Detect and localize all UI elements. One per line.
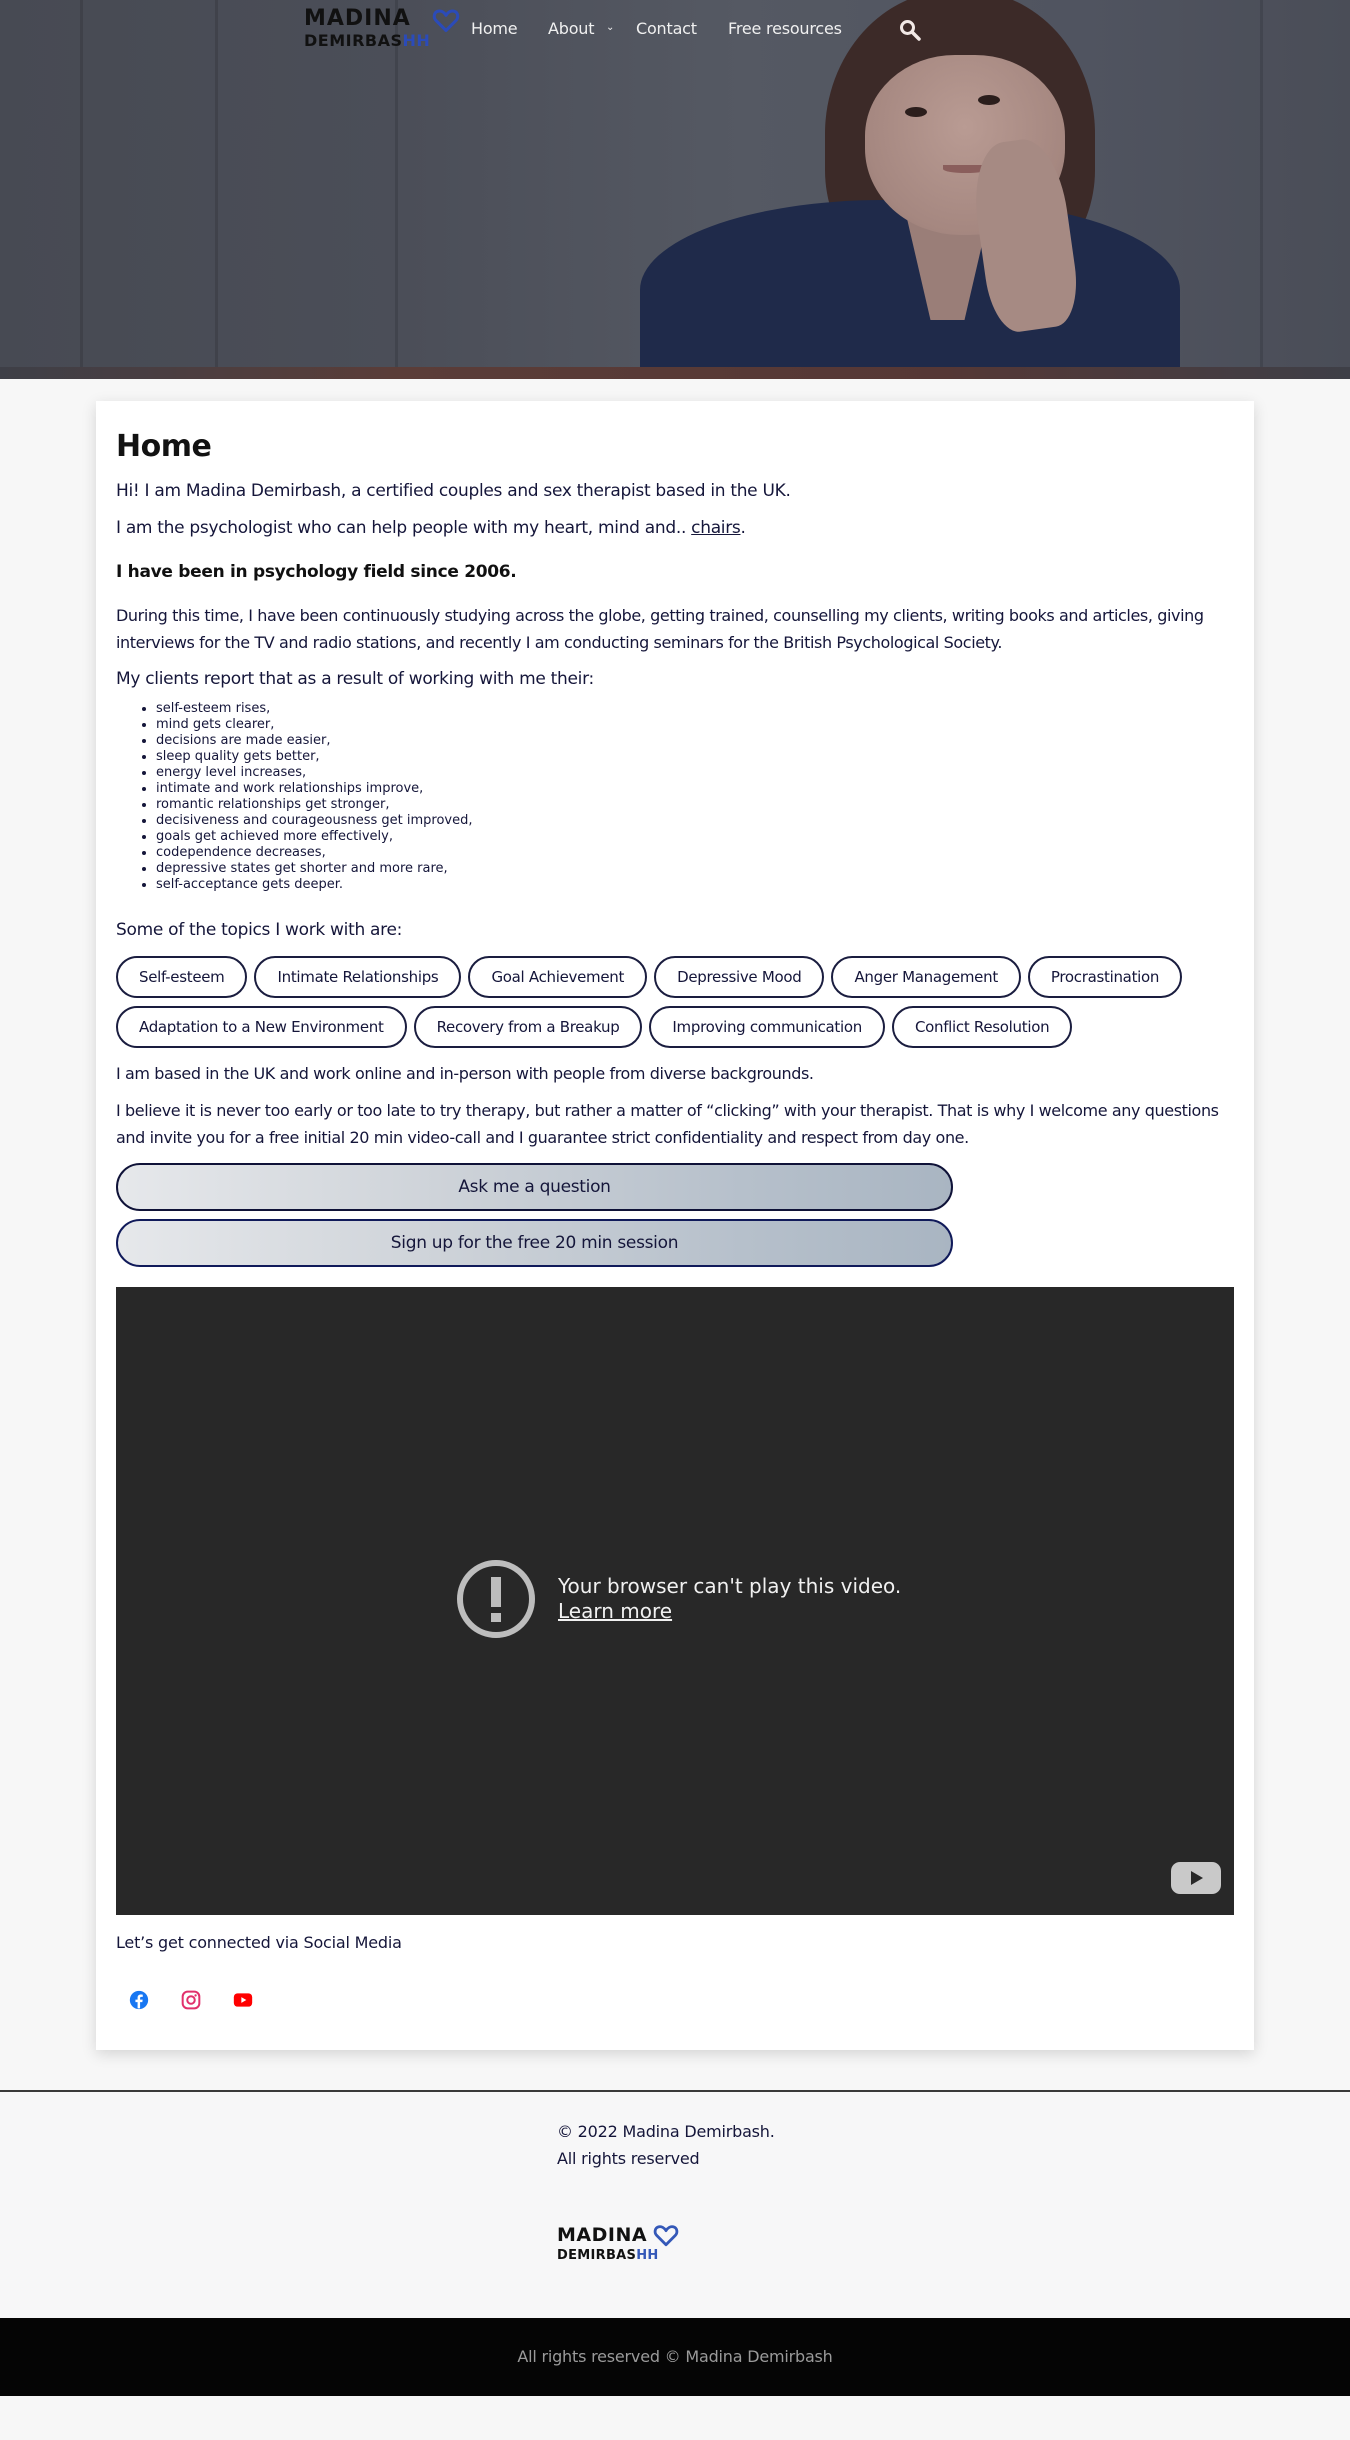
list-item: • self-esteem rises, (156, 701, 1234, 717)
clients-report-text: My clients report that as a result of working with me their: (116, 669, 594, 689)
since-heading: I have been in psychology field since 2006. (116, 562, 517, 582)
footer-logo[interactable]: MADINA DEMIRBASHH (557, 2226, 682, 2274)
list-item: • decisions are made easier, (156, 733, 1234, 749)
topic-pill[interactable]: Improving communication (649, 1006, 885, 1048)
list-item: • intimate and work relationships improve, (156, 781, 1234, 797)
ask-question-button[interactable]: Ask me a question (116, 1163, 953, 1211)
page-title: Home (116, 429, 212, 464)
list-item: • self-acceptance gets deeper. (156, 877, 1234, 893)
heart-icon (432, 6, 460, 34)
signup-session-button[interactable]: Sign up for the free 20 min session (116, 1219, 953, 1267)
nav-about[interactable]: About (548, 19, 595, 38)
list-item: • codependence decreases, (156, 845, 1234, 861)
intro-text: Hi! I am Madina Demirbash, a certified couples and sex therapist based in the UK. (116, 481, 791, 501)
main-content-card (96, 401, 1254, 2050)
list-item: • romantic relationships get stronger, (156, 797, 1234, 813)
learn-more-link[interactable]: Learn more (558, 1599, 673, 1623)
list-item: • mind gets clearer, (156, 717, 1234, 733)
video-player[interactable] (116, 1287, 1234, 1915)
topic-pill[interactable]: Depressive Mood (654, 956, 824, 998)
list-item: • goals get achieved more effectively, (156, 829, 1234, 845)
hero-banner (0, 0, 1350, 379)
believe-text: I believe it is never too early or too late to try therapy, but rather a matter of “clicking” with your therapist. That is why I welcome any questions and invite you for a free initial 20 min video-call and I guarantee strict confidentiality and respect from day one. (116, 1101, 1219, 1147)
chevron-down-icon[interactable]: ⌄ (606, 22, 615, 33)
benefits-list (156, 701, 1234, 893)
top-navigation (0, 0, 1350, 62)
site-footer (0, 2092, 1350, 2318)
list-item: • depressive states get shorter and more rare, (156, 861, 1234, 877)
topic-pill[interactable]: Intimate Relationships (254, 956, 461, 998)
topics-intro: Some of the topics I work with are: (116, 920, 403, 940)
topic-pill[interactable]: Procrastination (1028, 956, 1182, 998)
hero-table (0, 367, 1350, 379)
during-text: During this time, I have been continuously studying across the globe, getting trained, counselling my clients, writing books and articles, giving interviews for the TV and radio stations, and recently I am conducting seminars for the British Psychological Society. (116, 606, 1204, 652)
logo-line1: MADINA (304, 6, 411, 31)
nav-contact[interactable]: Contact (636, 19, 697, 38)
topic-pill[interactable]: Anger Management (831, 956, 1020, 998)
list-item: • energy level increases, (156, 765, 1234, 781)
topics-list (116, 956, 1236, 1048)
tagline-text: I am the psychologist who can help people with my heart, mind and.. chairs. (116, 518, 746, 538)
video-error-message: Your browser can't play this video. (558, 1574, 902, 1598)
nav-free-resources[interactable]: Free resources (728, 19, 842, 38)
list-item: • sleep quality gets better, (156, 749, 1234, 765)
topic-pill[interactable]: Goal Achievement (468, 956, 647, 998)
video-error (456, 1559, 901, 1639)
youtube-logo-icon[interactable] (1170, 1861, 1222, 1895)
heart-icon (653, 2222, 679, 2248)
social-title: Let’s get connected via Social Media (116, 1933, 402, 1952)
facebook-icon[interactable] (129, 1990, 149, 2010)
nav-home[interactable]: Home (471, 19, 518, 38)
topic-pill[interactable]: Conflict Resolution (892, 1006, 1072, 1048)
list-item: • decisiveness and courageousness get improved, (156, 813, 1234, 829)
youtube-icon[interactable] (233, 1990, 253, 2010)
logo-line2: DEMIRBASHH (304, 31, 431, 50)
social-links (116, 1990, 1234, 2010)
site-logo[interactable] (304, 8, 459, 58)
bottom-bar: All rights reserved © Madina Demirbash (0, 2318, 1350, 2396)
topic-pill[interactable]: Self-esteem (116, 956, 247, 998)
chairs-link[interactable]: chairs (691, 518, 741, 538)
alert-circle-icon (456, 1559, 536, 1639)
topic-pill[interactable]: Recovery from a Breakup (414, 1006, 643, 1048)
search-icon[interactable] (898, 18, 922, 42)
instagram-icon[interactable] (181, 1990, 201, 2010)
topic-pill[interactable]: Adaptation to a New Environment (116, 1006, 407, 1048)
based-text: I am based in the UK and work online and in-person with people from diverse backgrounds. (116, 1064, 814, 1083)
footer-copyright: © 2022 Madina Demirbash. All rights reserved (557, 2122, 775, 2168)
